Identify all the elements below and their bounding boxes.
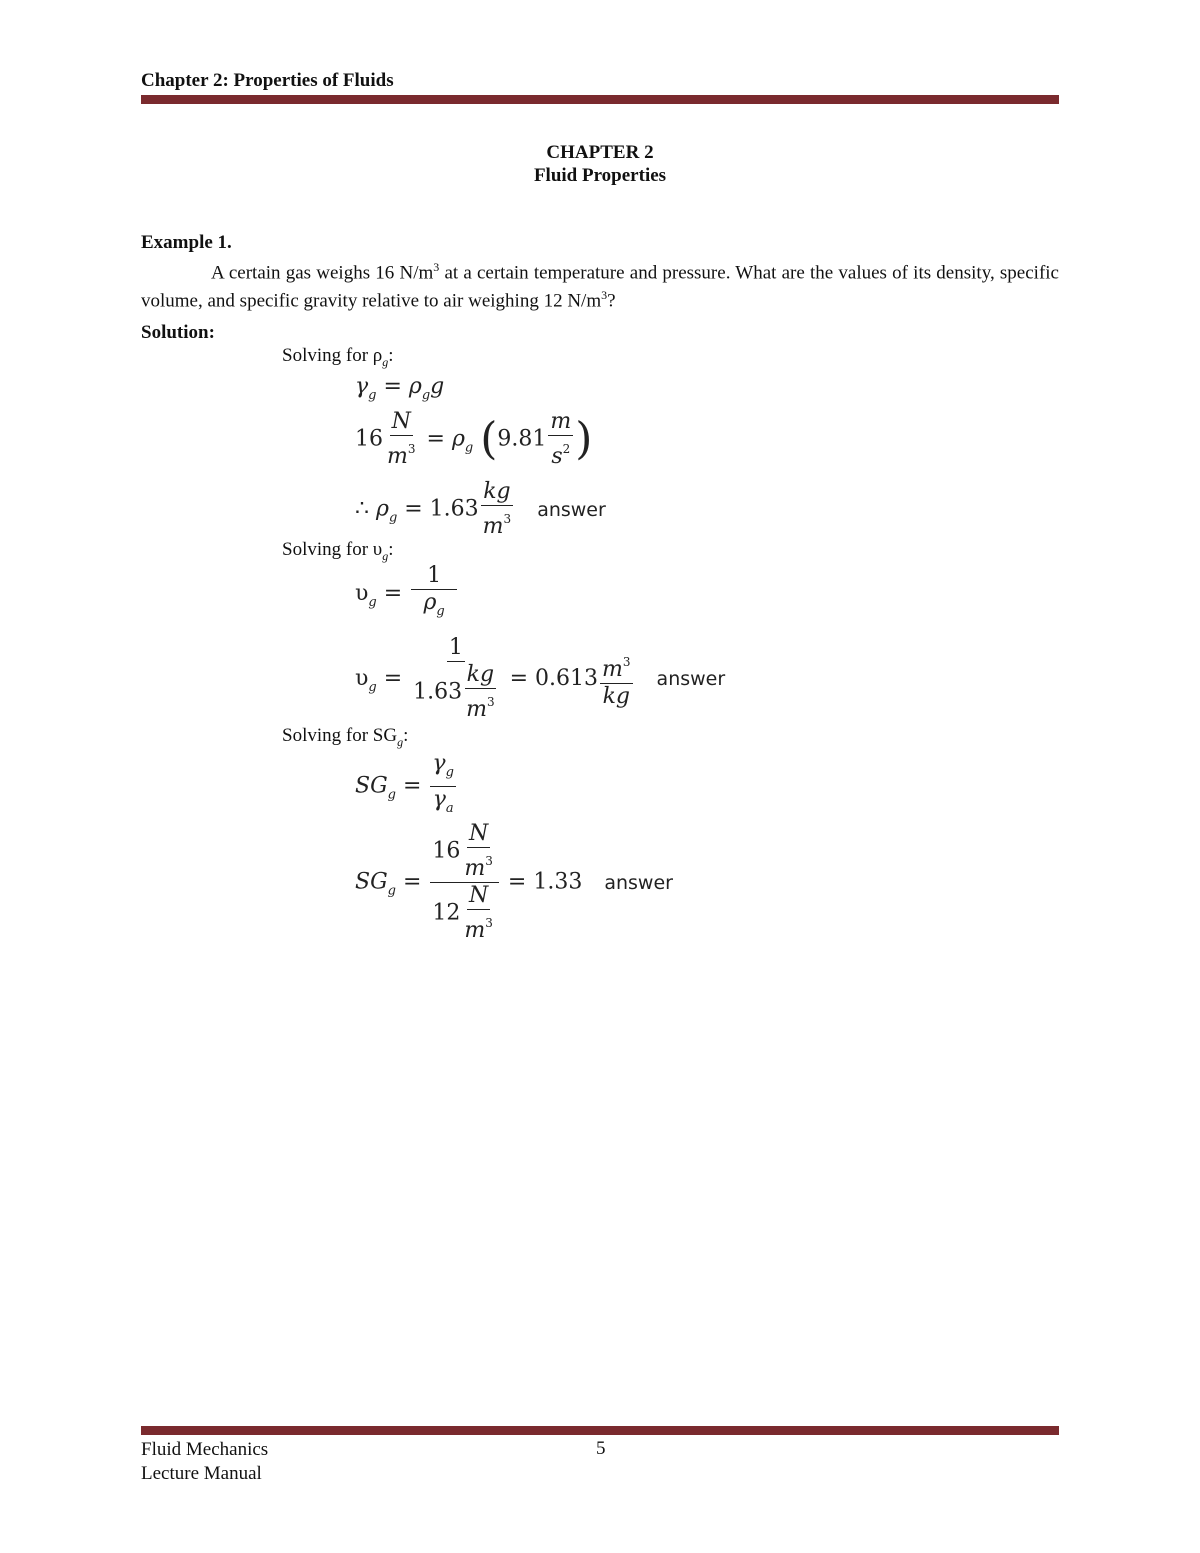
running-header: Chapter 2: Properties of Fluids [141,70,394,91]
chapter-heading: CHAPTER 2 [546,142,654,163]
equation-specific-volume-result: $\upsilon_g$ = 1 1.63 $\frac{kg}{m^3}$ = 0.613 $\frac{m^3}{kg}$ answer [355,635,726,722]
answer-label: answer [604,871,673,894]
equation-specific-gravity-result: $SG_g$ = 16 $\frac{N}{m^3}$ 12 $\frac{N}{m^3}$ = 1.33 answer [355,821,673,943]
solution-label: Solution: [141,322,215,343]
example-problem-text: A certain gas weighs 16 $N/m^3$ at a certain temperature and pressure. What are the values of its density, specific volume, and specific gravity relative to air weighing 12 $N/m^3$? [141,260,1059,312]
page-number: 5 [596,1438,606,1459]
chapter-subtitle: Fluid Properties [533,165,667,186]
step-specific-gravity-label: Solving for $SG_g$: [282,725,409,749]
step-specific-volume-label: Solving for $\upsilon_g$: [282,539,394,563]
header-rule [141,95,1059,104]
example-label: Example 1. [141,232,232,253]
footer-book-title: Fluid Mechanics Lecture Manual [141,1439,269,1484]
footer-rule [141,1426,1059,1435]
answer-label: answer [537,498,606,521]
step-density-label: Solving for $\rho_g$: [282,345,394,369]
equation-specific-weight: $\gamma_g = \rho_gg$ [355,374,445,403]
equation-specific-volume-definition: $\upsilon_g$ = $\frac{1}{\rho_g}$ [355,563,456,619]
equation-density-substitution: 16 $\frac{N}{m^3}$ = $\rho_g$ (9.81 $\frac{m}{s^2}$ ) [355,409,593,469]
equation-specific-gravity-definition: $SG_g$ = $\frac{\gamma_g}{\gamma_a}$ [355,751,454,816]
answer-label: answer [656,668,726,690]
equation-density-result: ∴ $\rho_g = 1.63$ $\frac{kg}{m^3}$ answer [355,479,606,539]
